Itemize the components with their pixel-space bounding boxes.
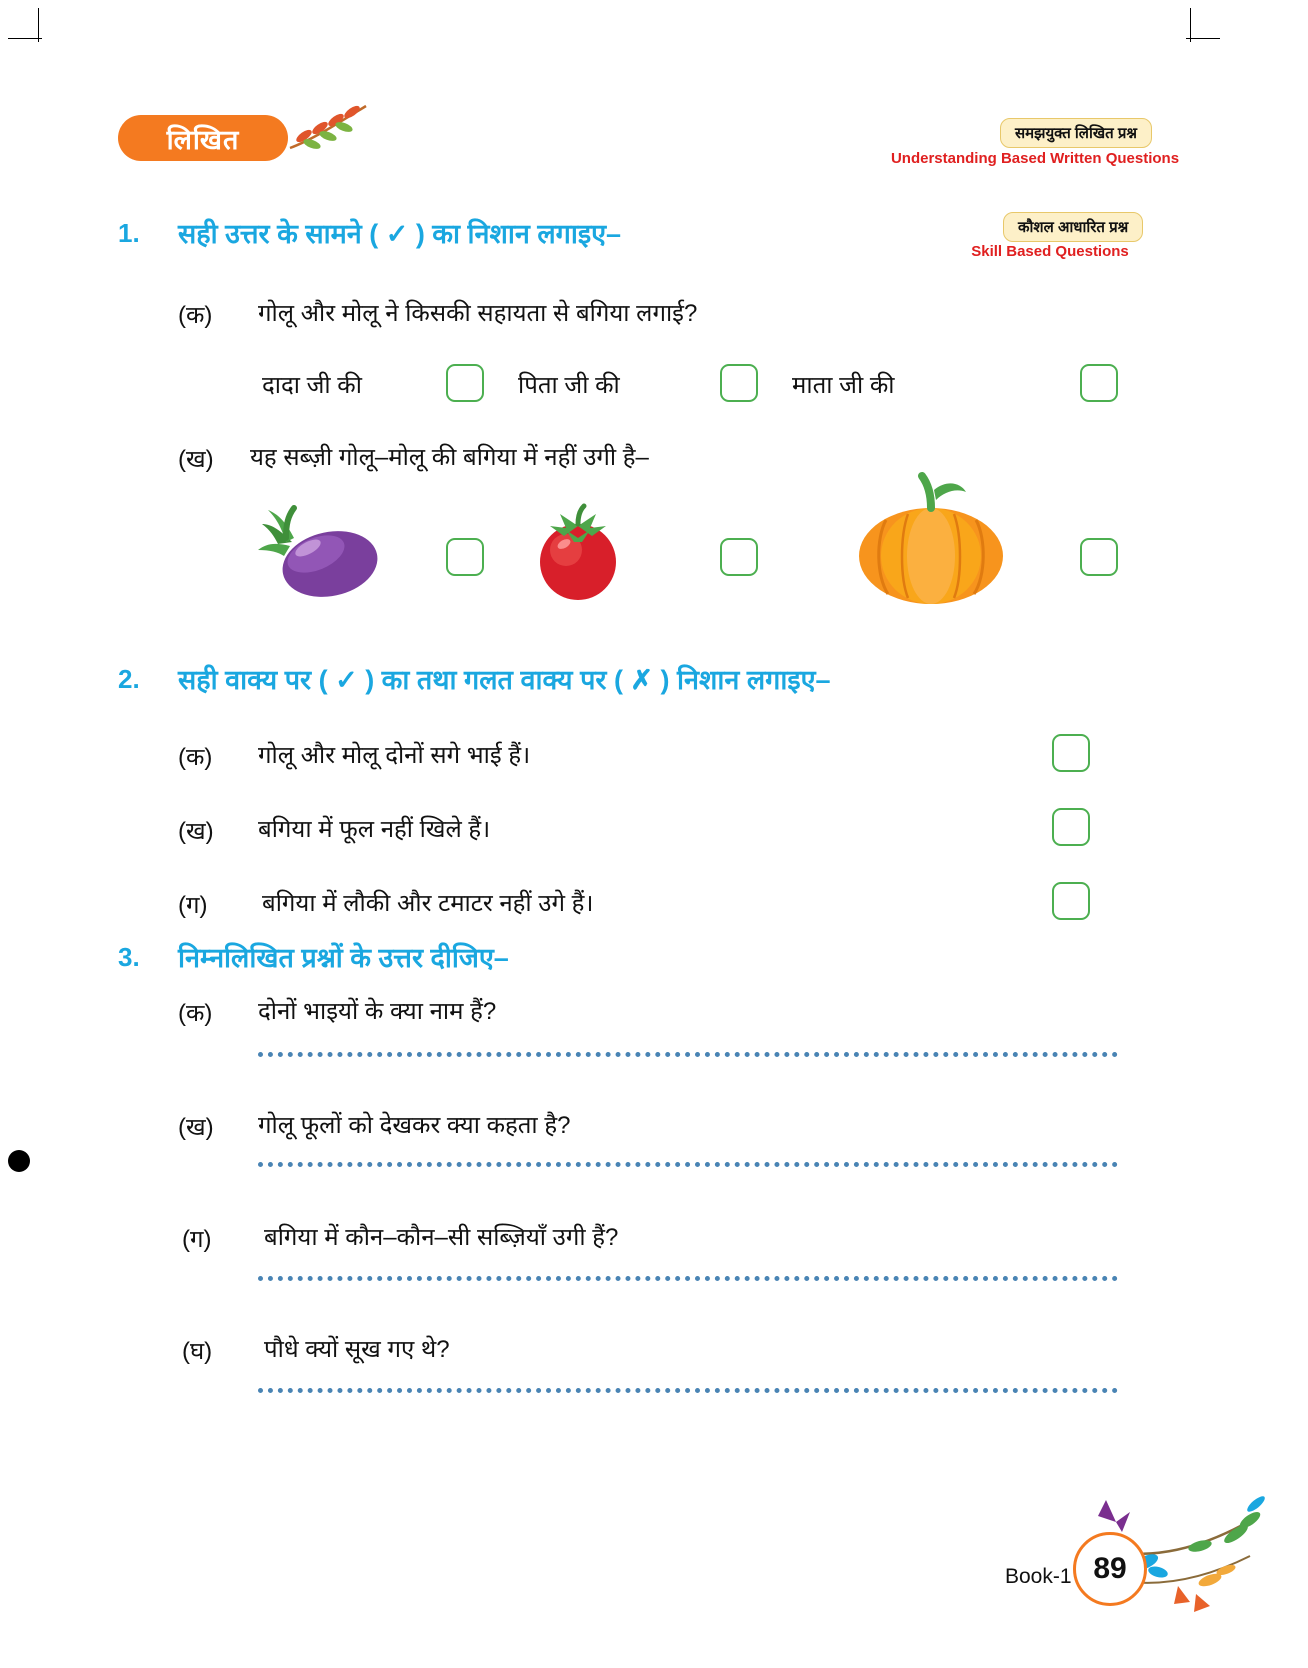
question-3-heading: निम्नलिखित प्रश्नों के उत्तर दीजिए– (178, 943, 509, 973)
q3-part-k-answer-line[interactable] (258, 1042, 1118, 1057)
tag-understanding-en: Understanding Based Written Questions (890, 150, 1180, 167)
q3-part-gh-answer-line[interactable] (258, 1378, 1118, 1393)
question-2-number: 2. (118, 664, 140, 694)
brinjal-icon (252, 498, 392, 604)
q2-part-k-label: (क) (178, 744, 213, 771)
q1-part-k-text: गोलू और मोलू ने किसकी सहायता से बगिया लगाई? (258, 300, 698, 327)
q1-option-1-checkbox[interactable] (446, 364, 484, 402)
q1-image-option-1-checkbox[interactable] (446, 538, 484, 576)
q3-part-g-text: बगिया में कौन–कौन–सी सब्ज़ियाँ उगी हैं? (264, 1224, 619, 1251)
pumpkin-icon (848, 468, 1014, 608)
tag-understanding-based (1000, 118, 1152, 148)
leaf-decoration-icon (282, 100, 372, 160)
q1-option-1-label: दादा जी की (262, 372, 362, 399)
q1-image-option-3-checkbox[interactable] (1080, 538, 1118, 576)
likhit-badge (118, 115, 288, 161)
q2-part-kh-label: (ख) (178, 818, 214, 845)
question-1-number: 1. (118, 218, 140, 248)
q1-part-k-label: (क) (178, 302, 213, 329)
q3-part-gh-label: (घ) (182, 1338, 213, 1365)
tag-skill-en: Skill Based Questions (971, 243, 1129, 260)
book-label: Book-1 (1005, 1565, 1072, 1588)
q2-part-g-checkbox[interactable] (1052, 882, 1090, 920)
q1-part-kh-label: (ख) (178, 446, 214, 473)
q1-image-option-2-checkbox[interactable] (720, 538, 758, 576)
crop-mark-top-left-v (38, 8, 39, 42)
q2-part-g-label: (ग) (178, 892, 208, 919)
margin-dot (8, 1150, 30, 1172)
q1-option-2-label: पिता जी की (518, 372, 620, 399)
q1-option-2-checkbox[interactable] (720, 364, 758, 402)
q3-part-gh-text: पौधे क्यों सूख गए थे? (264, 1336, 450, 1363)
q2-part-k-text: गोलू और मोलू दोनों सगे भाई हैं। (258, 742, 531, 769)
q1-option-3-label: माता जी की (792, 372, 895, 399)
crop-mark-top-left-h (8, 38, 42, 39)
crop-mark-top-right-h (1186, 38, 1220, 39)
q1-part-kh-text: यह सब्ज़ी गोलू–मोलू की बगिया में नहीं उगी है– (250, 444, 649, 471)
q2-part-kh-checkbox[interactable] (1052, 808, 1090, 846)
tomato-icon (520, 500, 636, 604)
q3-part-kh-label: (ख) (178, 1114, 214, 1141)
likhit-badge-label: लिखित (166, 124, 240, 155)
page-number: 89 (1093, 1552, 1127, 1585)
question-2-heading: सही वाक्य पर ( ✓ ) का तथा गलत वाक्य पर ( ✗ ) निशान लगाइए– (178, 665, 831, 695)
crop-mark-top-right-v (1190, 8, 1191, 42)
tag-skill-based (1003, 212, 1143, 242)
q3-part-kh-text: गोलू फूलों को देखकर क्या कहता है? (258, 1112, 571, 1139)
q2-part-kh-text: बगिया में फूल नहीं खिले हैं। (258, 816, 491, 843)
page-number-badge (1073, 1532, 1147, 1606)
question-1-heading: सही उत्तर के सामने ( ✓ ) का निशान लगाइए– (178, 219, 622, 249)
q3-part-g-answer-line[interactable] (258, 1266, 1118, 1281)
q2-part-k-checkbox[interactable] (1052, 734, 1090, 772)
q3-part-k-text: दोनों भाइयों के क्या नाम हैं? (258, 998, 497, 1025)
question-3-number: 3. (118, 942, 140, 972)
q3-part-g-label: (ग) (182, 1226, 212, 1253)
tag-understanding-hi: समझयुक्त लिखित प्रश्न (1015, 125, 1137, 142)
q1-option-3-checkbox[interactable] (1080, 364, 1118, 402)
q2-part-g-text: बगिया में लौकी और टमाटर नहीं उगे हैं। (262, 890, 594, 917)
q3-part-k-label: (क) (178, 1000, 213, 1027)
q3-part-kh-answer-line[interactable] (258, 1152, 1118, 1167)
tag-skill-hi: कौशल आधारित प्रश्न (1018, 219, 1129, 236)
